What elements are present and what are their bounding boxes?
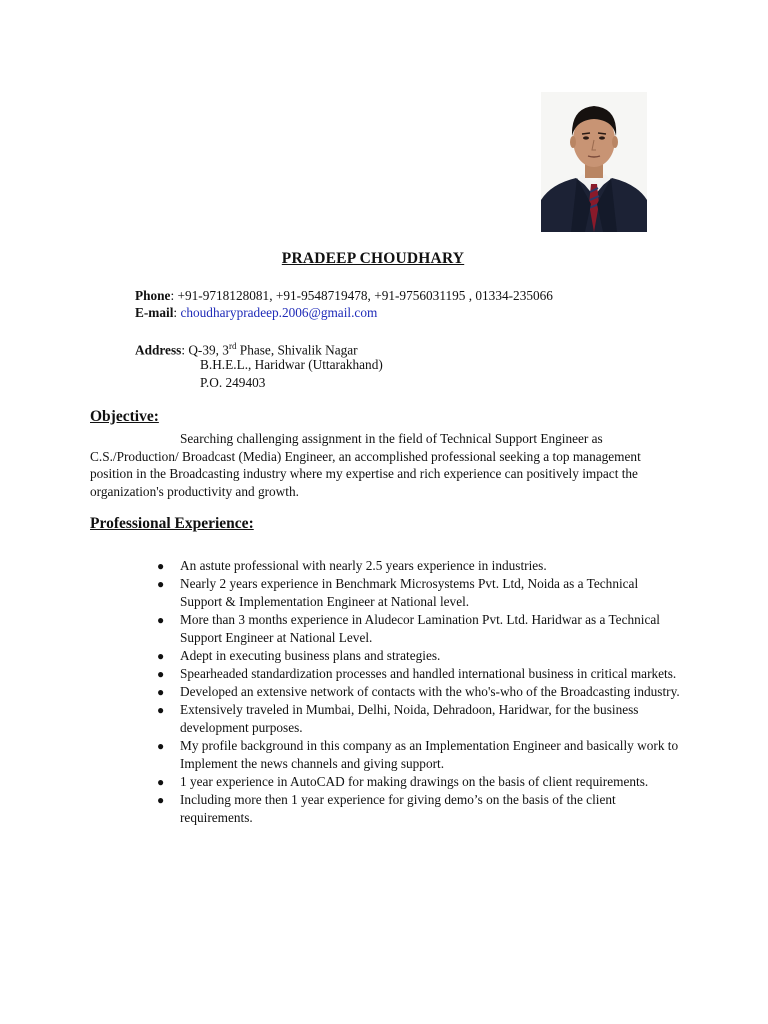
phone-line <box>135 287 553 304</box>
list-item <box>153 575 683 611</box>
email-separator: : <box>173 305 181 320</box>
bullet-icon: ● <box>157 577 165 591</box>
profile-photo-image <box>541 92 647 232</box>
list-item-text: Spearheaded standardization processes and handled international business in critical markets. <box>180 666 677 681</box>
list-item-text: My profile background in this company as an Implementation Engineer and basically work to Implement the news channels and giving support. <box>180 738 679 771</box>
address-line1-post: Phase, Shivalik Nagar <box>236 342 358 358</box>
address-line1-pre: : Q-39, 3 <box>181 342 229 358</box>
experience-heading: Professional Experience: <box>90 515 254 532</box>
experience-list <box>153 557 683 827</box>
bullet-icon: ● <box>157 685 165 699</box>
list-item <box>153 737 683 773</box>
list-item <box>153 665 683 683</box>
list-item <box>153 611 683 647</box>
profile-photo <box>541 92 647 232</box>
address-line1-sup: rd <box>228 341 237 351</box>
list-item-text: 1 year experience in AutoCAD for making drawings on the basis of client requirements. <box>180 774 649 789</box>
list-item-text: Nearly 2 years experience in Benchmark Microsystems Pvt. Ltd, Noida as a Technical Support & Implementation Engineer at National level. <box>180 576 639 609</box>
phone-value: : +91-9718128081, +91-9548719478, +91-9756031195 , 01334-235066 <box>170 288 553 303</box>
list-item-text: More than 3 months experience in Aludecor Lamination Pvt. Ltd. Haridwar as a Technical Support Engineer at National Level. <box>180 612 660 645</box>
bullet-icon: ● <box>157 739 165 753</box>
bullet-icon: ● <box>157 667 165 681</box>
list-item-text: Including more then 1 year experience for giving demo’s on the basis of the client requirements. <box>180 792 616 825</box>
list-item <box>153 683 683 701</box>
address-line-2: B.H.E.L., Haridwar (Uttarakhand) <box>200 357 383 372</box>
list-item <box>153 557 683 575</box>
email-line <box>135 304 377 321</box>
bullet-icon: ● <box>157 613 165 627</box>
email-label: E-mail <box>135 305 174 320</box>
list-item <box>153 701 683 737</box>
bullet-icon: ● <box>157 649 165 663</box>
bullet-icon: ● <box>157 793 165 807</box>
list-item <box>153 791 683 827</box>
list-item <box>153 647 683 665</box>
list-item-text: Adept in executing business plans and strategies. <box>180 648 441 663</box>
list-item-text: An astute professional with nearly 2.5 years experience in industries. <box>180 558 547 573</box>
objective-text-block <box>90 430 680 500</box>
candidate-name: PRADEEP CHOUDHARY <box>281 250 465 267</box>
email-link[interactable]: choudharypradeep.2006@gmail.com <box>180 305 378 320</box>
list-item-text: Developed an extensive network of contacts with the who's-who of the Broadcasting industry. <box>180 684 680 699</box>
bullet-icon: ● <box>157 559 165 573</box>
bullet-icon: ● <box>157 703 165 717</box>
address-line-3: P.O. 249403 <box>200 375 266 390</box>
list-item <box>153 773 683 791</box>
list-item-text: Extensively traveled in Mumbai, Delhi, Noida, Dehradoon, Haridwar, for the business development purposes. <box>180 702 639 735</box>
address-label: Address <box>135 342 182 358</box>
objective-text: Searching challenging assignment in the field of Technical Support Engineer as C.S./Production/ Broadcast (Media) Engineer, an accomplished professional seeking a top management position in the Broadcasting industry where my expertise and rich experience can positively impact the organization's productivity and growth. <box>90 431 641 499</box>
phone-label: Phone <box>135 288 171 303</box>
objective-heading: Objective: <box>90 408 159 425</box>
bullet-icon: ● <box>157 775 165 789</box>
